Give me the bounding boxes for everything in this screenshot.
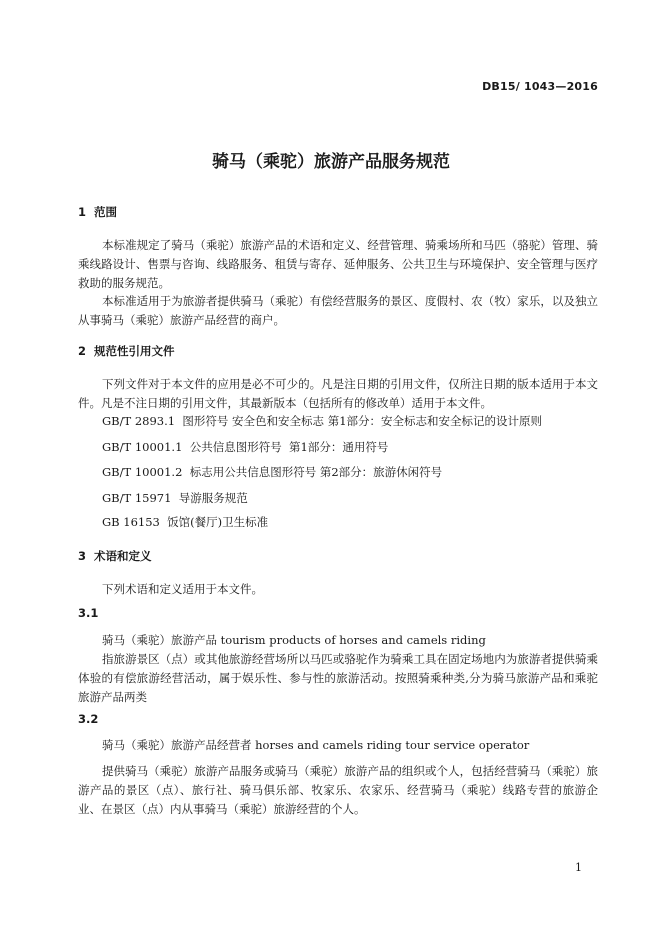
section-number: 1 bbox=[78, 205, 87, 219]
paragraph-scope-2: 本标准适用于为旅游者提供骑马（乘驼）有偿经营服务的景区、度假村、农（牧）家乐，以及独立从事骑马（乘驼）旅游产品经营的商户。 bbox=[78, 294, 598, 327]
reference-item: GB 16153 饭馆(餐厅)卫生标准 bbox=[102, 515, 269, 529]
term-number: 3.2 bbox=[78, 712, 99, 726]
reference-item: GB/T 15971 导游服务规范 bbox=[102, 491, 248, 505]
section-title: 范围 bbox=[94, 205, 117, 219]
document-title: 骑马（乘驼）旅游产品服务规范 bbox=[212, 152, 450, 172]
section-heading-scope bbox=[78, 204, 117, 220]
section-heading-terms-definitions bbox=[78, 548, 152, 564]
reference-item: GB/T 10001.1 公共信息图形符号 第1部分：通用符号 bbox=[102, 440, 389, 454]
paragraph-normative-references: 下列文件对于本文件的应用是必不可少的。凡是注日期的引用文件，仅所注日期的版本适用于本文件。凡是不注日期的引用文件，其最新版本（包括所有的修改单）适用于本文件。 bbox=[78, 377, 598, 410]
term-definition: 指旅游景区（点）或其他旅游经营场所以马匹或骆驼作为骑乘工具在固定场地内为旅游者提供骑乘体验的有偿旅游经营活动，属于娱乐性、参与性的旅游活动。按照骑乘种类,分为骑马旅游产品和乘驼旅游产品两类 bbox=[78, 652, 598, 704]
paragraph-terms-intro: 下列术语和定义适用于本文件。 bbox=[102, 582, 263, 596]
term-name: 骑马（乘驼）旅游产品 tourism products of horses and camels riding bbox=[102, 633, 486, 647]
section-number: 2 bbox=[78, 344, 87, 358]
paragraph-scope-1: 本标准规定了骑马（乘驼）旅游产品的术语和定义、经营管理、骑乘场所和马匹（骆驼）管理、骑乘线路设计、售票与咨询、线路服务、租赁与寄存、延伸服务、公共卫生与环境保护、安全管理与医疗救助的服务规范。 bbox=[78, 238, 598, 290]
term-name: 骑马（乘驼）旅游产品经营者 horses and camels riding tour service operator bbox=[102, 738, 530, 752]
page-number: 1 bbox=[575, 861, 582, 874]
section-title: 规范性引用文件 bbox=[94, 344, 175, 358]
term-definition: 提供骑马（乘驼）旅游产品服务或骑马（乘驼）旅游产品的组织或个人，包括经营骑马（乘驼）旅游产品的景区（点）、旅行社、骑马俱乐部、牧家乐、农家乐、经营骑马（乘驼）线路专营的旅游企业、在景区（点）内从事骑马（乘驼）旅游经营的个人。 bbox=[78, 764, 598, 816]
term-number: 3.1 bbox=[78, 606, 99, 620]
reference-item: GB/T 10001.2 标志用公共信息图形符号 第2部分：旅游休闲符号 bbox=[102, 465, 443, 479]
section-heading-normative-references bbox=[78, 343, 175, 359]
section-number: 3 bbox=[78, 549, 87, 563]
document-code: DB15/ 1043—2016 bbox=[482, 80, 598, 93]
reference-item: GB/T 2893.1 图形符号 安全色和安全标志 第1部分：安全标志和安全标记的设计原则 bbox=[102, 414, 543, 428]
section-title: 术语和定义 bbox=[94, 549, 152, 563]
